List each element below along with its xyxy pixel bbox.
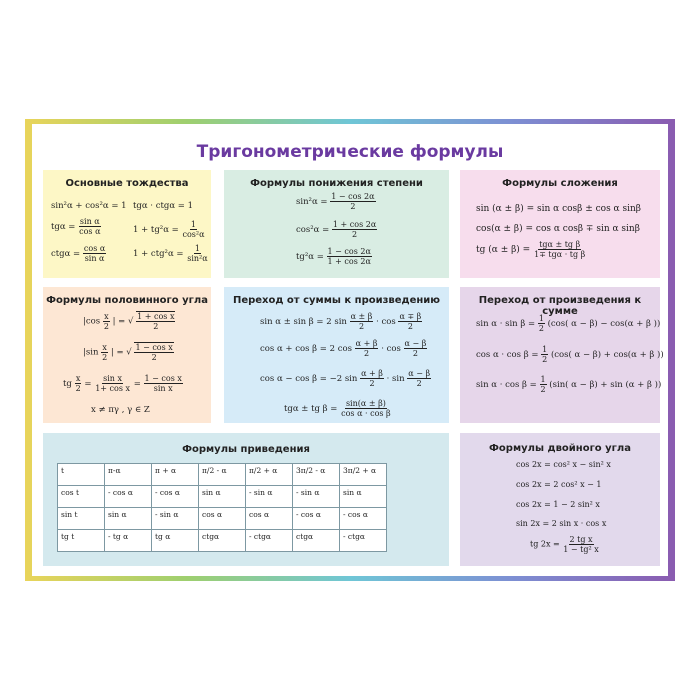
box-double-angle xyxy=(460,433,660,566)
formula: sin²α + cos²α = 1 xyxy=(51,201,127,211)
table-header-cell: 3π/2 - α xyxy=(293,464,340,486)
formula: cos(α ± β) = cos α cosβ ∓ sin α sinβ xyxy=(476,224,640,234)
formula: tg (α ± β) = tgα ± tg β 1∓ tgα · tg β xyxy=(476,240,586,259)
box-addition xyxy=(460,170,660,278)
table-header-row xyxy=(58,464,387,486)
table-cell: - cos α xyxy=(293,508,340,530)
table-cell: - sin α xyxy=(246,486,293,508)
formula: tgα ± tg β = $\frac{\sin(\alpha \pm \beta)}{\text{cos α · cos β}}$ xyxy=(284,399,391,418)
box-title: Формулы сложения xyxy=(502,178,618,189)
table-cell: ctgα xyxy=(293,530,340,552)
table-cell: cos α xyxy=(199,508,246,530)
table-row xyxy=(58,530,387,552)
table-cell: - sin α xyxy=(152,508,199,530)
condition: x ≠ πγ , γ ∈ Z xyxy=(91,405,150,415)
box-sum-to-product xyxy=(224,287,449,423)
table-cell: sin α xyxy=(105,508,152,530)
box-title: Переход от произведения к сумме xyxy=(478,295,642,317)
formula: sin (α ± β) = sin α cosβ ± cos α sinβ xyxy=(476,204,641,214)
box-half-angle xyxy=(43,287,211,423)
formula: cos²α = $\frac{1 + \cos 2\alpha}{2}$ xyxy=(296,220,377,239)
table-cell: - sin α xyxy=(293,486,340,508)
table-cell: cos α xyxy=(246,508,293,530)
table-cell: - cos α xyxy=(152,486,199,508)
formula: cos α · cos β = $\frac{1}{2}$ (cos( α − β) + cos(α + β )) xyxy=(476,345,664,364)
table-header-cell: π-α xyxy=(105,464,152,486)
box-title: Формулы понижения степени xyxy=(250,178,423,189)
table-cell: - cos α xyxy=(105,486,152,508)
formula: tgα = $\frac{\text{sin α}}{\text{cos α}}$ xyxy=(51,217,101,236)
table-row xyxy=(58,486,387,508)
table-cell: cos t xyxy=(58,486,105,508)
formula: sin α ± sin β = 2 sin $\frac{\alpha \pm \beta}{2}$ · cos $\frac{\alpha \mp \beta}{2}$ xyxy=(260,312,422,331)
box-title: Формулы двойного угла xyxy=(489,443,631,454)
box-title: Переход от суммы к произведению xyxy=(232,295,441,306)
box-basic-identities xyxy=(43,170,211,278)
table-cell: sin t xyxy=(58,508,105,530)
formula: ctgα = $\frac{\text{cos α}}{\text{sin α}}$ xyxy=(51,244,106,263)
table-row xyxy=(58,508,387,530)
formula: cos 2x = cos² x − sin² x xyxy=(516,460,611,469)
formula: 1 + ctg²α = $\frac{1}{\text{sin²α}}$ xyxy=(133,244,208,263)
page-title: Тригонометрические формулы xyxy=(196,142,504,162)
table-header-cell: 3π/2 + α xyxy=(340,464,387,486)
box-title: Основные тождества xyxy=(65,178,189,189)
formula: |sin $\frac{x}{2}$ | = √ $\frac{\text{1 − cos x}}{2}$ xyxy=(83,342,173,362)
formula: sin α · cos β = $\frac{1}{2}$ (sin( α − β) + sin (α + β )) xyxy=(476,375,662,394)
box-product-to-sum xyxy=(460,287,664,423)
table-cell: tg t xyxy=(58,530,105,552)
table-cell: - ctgα xyxy=(246,530,293,552)
table-cell: sin α xyxy=(340,486,387,508)
formula: sin²α = $\frac{1 - \cos 2\alpha}{2}$ xyxy=(296,192,375,211)
table-cell: - tg α xyxy=(105,530,152,552)
box-power-reduction xyxy=(224,170,449,278)
reduction-table xyxy=(57,463,387,552)
table-cell: - ctgα xyxy=(340,530,387,552)
formula: tgα · ctgα = 1 xyxy=(133,201,193,211)
formula: tg²α = $\frac{1 - \cos 2\alpha}{1 + \cos 2\alpha}$ xyxy=(296,247,371,266)
formula: sin α · sin β = $\frac{1}{2}$ (cos( α − β) − cos(α + β )) xyxy=(476,314,661,333)
formula: tg $\frac{x}{2}$ = $\frac{\text{sin x}}{\text{1+ cos x}}$ = $\frac{\text{1 − cos x}}{\text{sin x}}$ xyxy=(63,374,182,393)
box-title: Формулы половинного угла xyxy=(46,295,208,306)
table-cell: tg α xyxy=(152,530,199,552)
table-header-cell: π/2 - α xyxy=(199,464,246,486)
table-cell: sin α xyxy=(199,486,246,508)
formula: cos 2x = 1 − 2 sin² x xyxy=(516,500,600,509)
table-header-cell: π/2 + α xyxy=(246,464,293,486)
formula: 1 + tg²α = $\frac{1}{\text{cos²α}}$ xyxy=(133,220,205,239)
formula: cos α + cos β = 2 cos $\frac{\alpha + \beta}{2}$ · cos $\frac{\alpha - \beta}{2}$ xyxy=(260,339,427,358)
table-cell: ctgα xyxy=(199,530,246,552)
formula: cos 2x = 2 cos² x − 1 xyxy=(516,480,602,489)
table-header-cell: t xyxy=(58,464,105,486)
table-header-cell: π + α xyxy=(152,464,199,486)
box-title: Формулы приведения xyxy=(182,444,310,455)
formula: tg 2x = $\frac{\text{2 tg x}}{\text{1 − tg² x}}$ xyxy=(530,535,599,554)
table-cell: - cos α xyxy=(340,508,387,530)
box-reduction-formulas xyxy=(43,433,449,566)
formula: cos α − cos β = −2 sin $\frac{\alpha + \beta}{2}$ · sin $\frac{\alpha - \beta}{2}$ xyxy=(260,369,431,388)
formula: sin 2x = 2 sin x · cos x xyxy=(516,519,607,528)
formula: |cos $\frac{x}{2}$ | = √ $\frac{\text{1 + cos x}}{2}$ xyxy=(83,311,175,331)
